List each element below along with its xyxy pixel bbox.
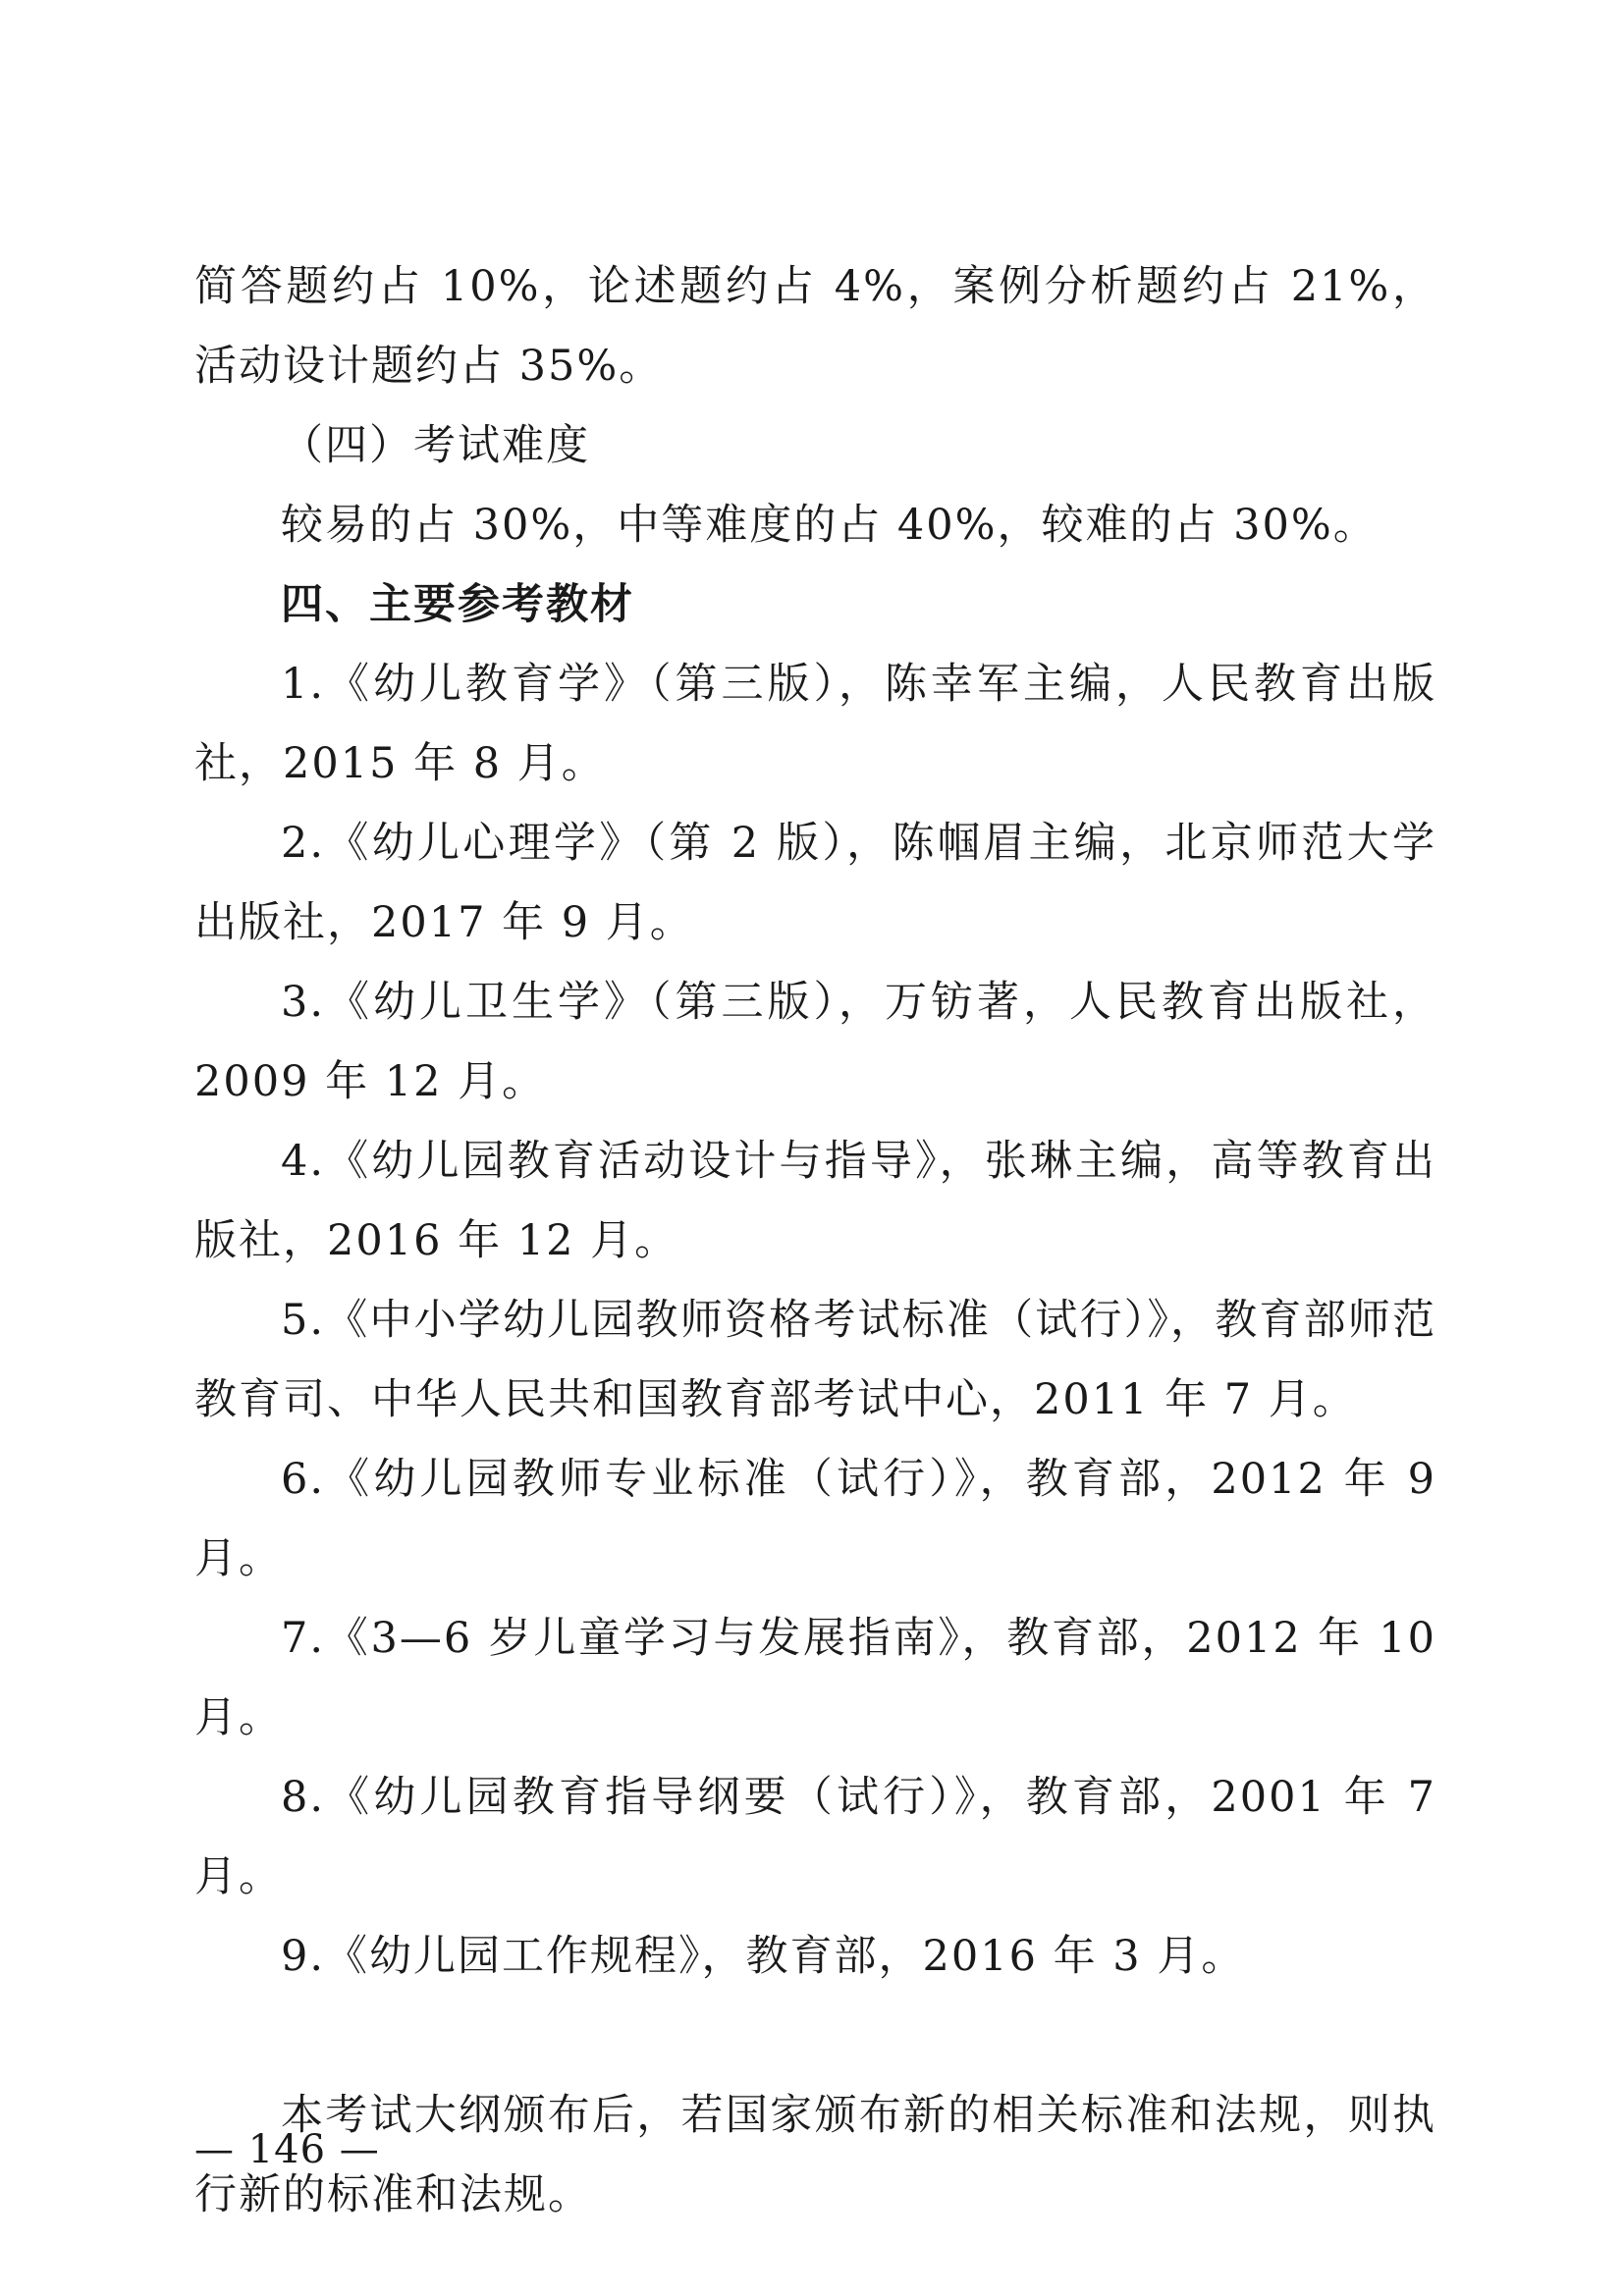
reference-item: 1.《幼儿教育学》（第三版），陈幸军主编，人民教育出版社，2015 年 8 月。 [194,660,1436,788]
exam-difficulty-subheading: （四）考试难度 [281,421,590,470]
reference-item: 2.《幼儿心理学》（第 2 版），陈帼眉主编，北京师范大学出版社，2017 年 9 月。 [194,819,1436,947]
exam-difficulty-paragraph: 较易的占 30%，中等难度的占 40%，较难的占 30%。 [281,501,1378,550]
reference-textbooks-heading: 四、主要参考教材 [281,580,634,629]
reference-item: 7.《3—6 岁儿童学习与发展指南》，教育部，2012 年 10 月。 [194,1614,1436,1742]
reference-item: 8.《幼儿园教育指导纲要（试行）》，教育部，2001 年 7 月。 [194,1773,1436,1901]
reference-item: 3.《幼儿卫生学》（第三版），万钫著，人民教育出版社，2009 年 12 月。 [194,978,1436,1106]
section-spacer [194,1997,1436,2076]
reference-item: 5.《中小学幼儿园教师资格考试标准（试行）》，教育部师范教育司、中华人民共和国教育部考试中心，2011 年 7 月。 [194,1296,1436,1424]
closing-statement: 本考试大纲颁布后，若国家颁布新的相关标准和法规，则执行新的标准和法规。 [194,2091,1436,2219]
page-number: — 146 — [194,2127,380,2172]
score-distribution-paragraph: 简答题约占 10%，论述题约占 4%，案例分析题约占 21%，活动设计题约占 35%。 [194,262,1436,391]
reference-item: 4.《幼儿园教育活动设计与指导》，张琳主编，高等教育出版社，2016 年 12 月。 [194,1137,1436,1265]
reference-item: 6.《幼儿园教师专业标准（试行）》，教育部，2012 年 9 月。 [194,1455,1436,1583]
document-body [194,247,1436,2235]
reference-item: 9.《幼儿园工作规程》，教育部，2016 年 3 月。 [281,1932,1246,1981]
